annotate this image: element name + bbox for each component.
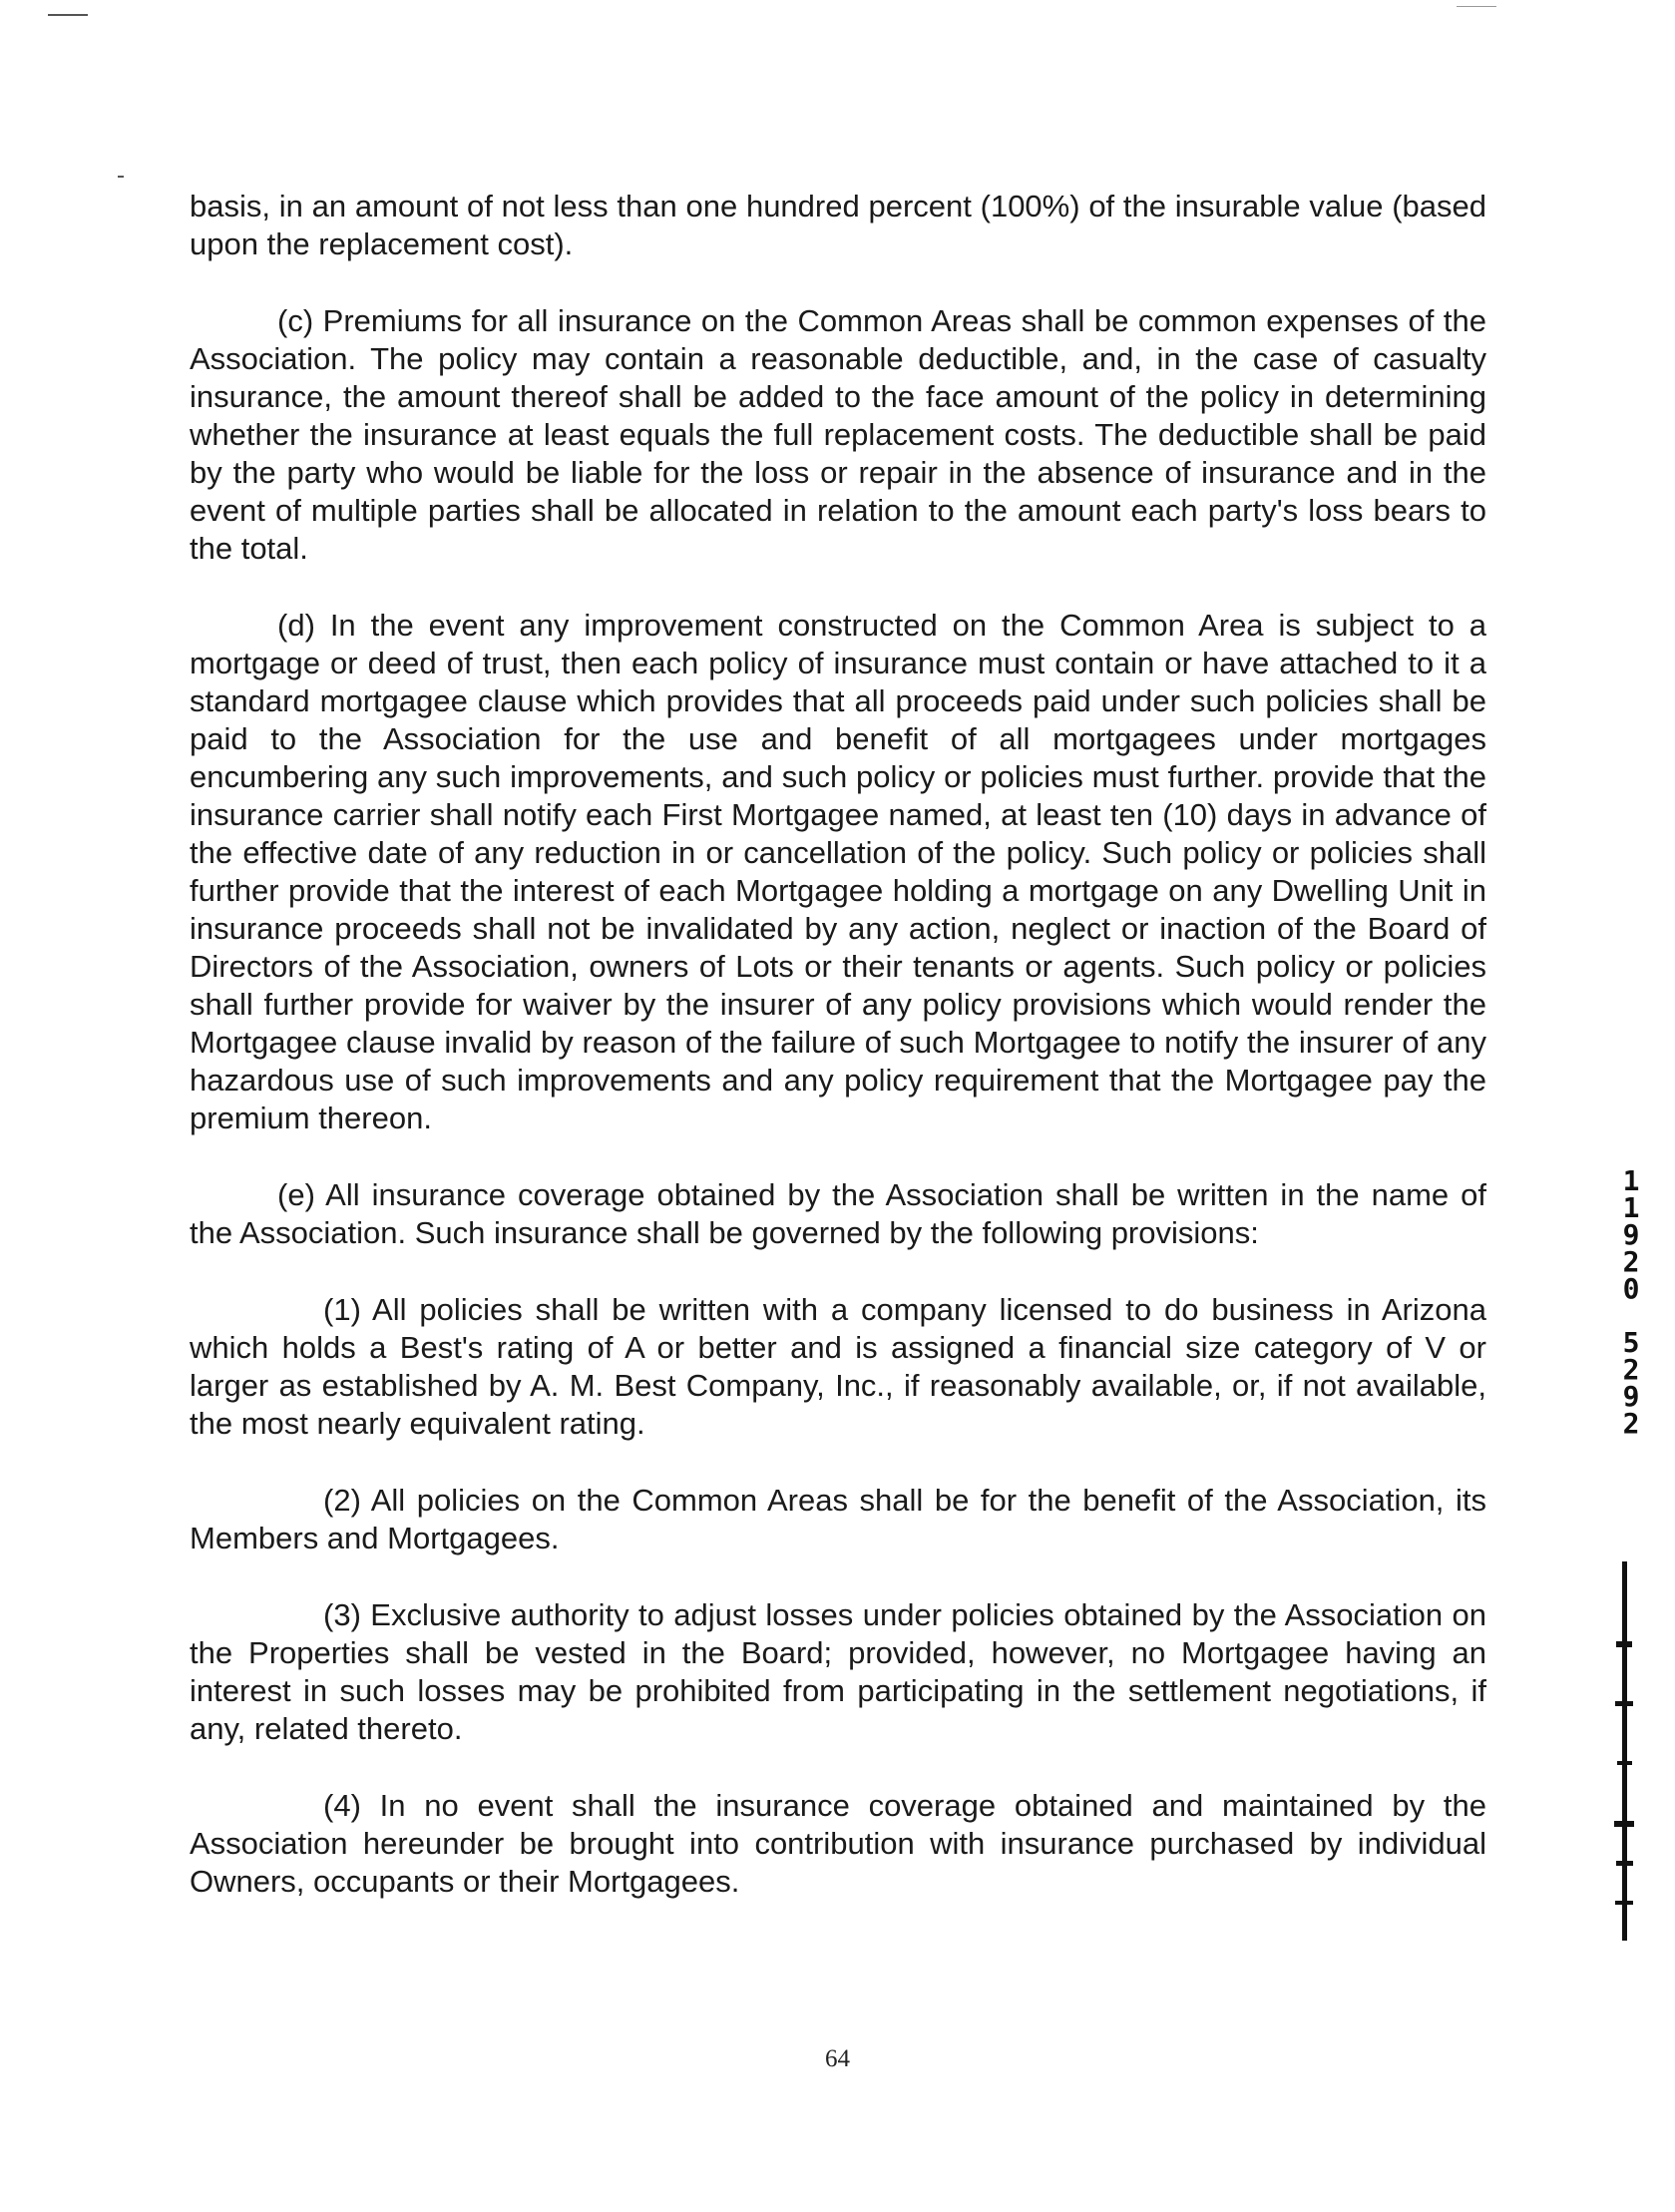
paragraph-4: (4) In no event shall the insurance coverage obtained and maintained by the Association hereunder be brought into contribution with insurance purchased by individual Owners, occupants or their Mortgagees. [190, 1788, 1486, 1899]
document-body [190, 188, 1486, 1940]
recording-number-stamp: 1 1 9 2 0 5 2 9 2 [1622, 1164, 1640, 1440]
scan-mark-top-left [48, 14, 88, 16]
paragraph-3: (3) Exclusive authority to adjust losses under policies obtained by the Association on the Properties shall be vested in the Board; provided, however, no Mortgagee having an interest in such losses may be prohibited from participating in the settlement negotiations, if any, related thereto. [190, 1597, 1486, 1746]
barcode-strip [1610, 1561, 1640, 1941]
paragraph-1: (1) All policies shall be written with a company licensed to do business in Arizona which holds a Best's rating of A or better and is assigned a financial size category of V or larger as established by A. M. Best Company, Inc., if reasonably available, or, if not available, the most nearly equivalent rating. [190, 1292, 1486, 1441]
paragraph-d: (d) In the event any improvement constructed on the Common Area is subject to a mortgage or deed of trust, then each policy of insurance must contain or have attached to it a standard mortgagee clause which provides that all proceeds paid under such policies shall be paid to the Association for the use and benefit of all mortgagees under mortgages encumbering any such improvements, and such policy or policies must further. provide that the insurance carrier shall notify each First Mortgagee named, at least ten (10) days in advance of the effective date of any reduction in or cancellation of the policy. Such policy or policies shall further provide that the interest of each Mortgagee holding a mortgage on any Dwelling Unit in insurance proceeds shall not be invalidated by any action, neglect or inaction of the Board of Directors of the Association, owners of Lots or their tenants or agents. Such policy or policies shall further provide for waiver by the insurer of any policy provisions which would render the Mortgagee clause invalid by reason of the failure of such Mortgagee to notify the insurer of any hazardous use of such improvements and any policy requirement that the Mortgagee pay the premium thereon. [190, 608, 1486, 1135]
paragraph-c: (c) Premiums for all insurance on the Common Areas shall be common expenses of the Association. The policy may contain a reasonable deductible, and, in the case of casualty insurance, the amount thereof shall be added to the face amount of the policy in determining whether the insurance at least equals the full replacement costs. The deductible shall be paid by the party who would be liable for the loss or repair in the absence of insurance and in the event of multiple parties shall be allocated in relation to the amount each party's loss bears to the total. [190, 303, 1486, 566]
scan-mark-top-right [1457, 6, 1496, 7]
scan-mark-left-1 [118, 176, 124, 178]
page-number: 64 [825, 2045, 850, 2072]
paragraph-basis: basis, in an amount of not less than one hundred percent (100%) of the insurable value (based upon the replacement cost). [190, 189, 1486, 261]
paragraph-e: (e) All insurance coverage obtained by the Association shall be written in the name of the Association. Such insurance shall be governed by the following provisions: [190, 1177, 1486, 1250]
paragraph-2: (2) All policies on the Common Areas shall be for the benefit of the Association, its Members and Mortgagees. [190, 1483, 1486, 1555]
